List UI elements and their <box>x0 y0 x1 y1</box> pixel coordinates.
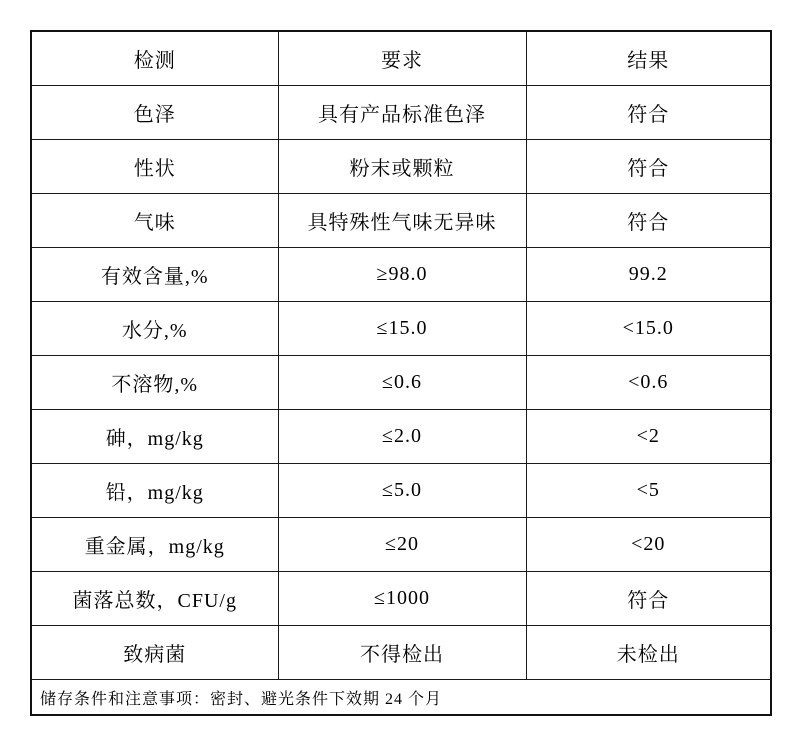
result-cell: <2 <box>526 410 771 464</box>
requirement-cell: ≤15.0 <box>278 302 526 356</box>
table-row <box>31 86 771 140</box>
result-cell: 符合 <box>526 140 771 194</box>
requirement-cell: ≥98.0 <box>278 248 526 302</box>
table-row <box>31 248 771 302</box>
requirement-cell: ≤2.0 <box>278 410 526 464</box>
requirement-cell: ≤0.6 <box>278 356 526 410</box>
header-row <box>31 31 771 86</box>
table-row <box>31 140 771 194</box>
test-name-cell: 色泽 <box>31 86 278 140</box>
requirement-cell: ≤1000 <box>278 572 526 626</box>
requirement-cell: ≤20 <box>278 518 526 572</box>
table-row <box>31 518 771 572</box>
table-row <box>31 302 771 356</box>
test-name-cell: 砷，mg/kg <box>31 410 278 464</box>
result-cell: <0.6 <box>526 356 771 410</box>
result-cell: 符合 <box>526 572 771 626</box>
requirement-cell: 不得检出 <box>278 626 526 680</box>
result-cell: 未检出 <box>526 626 771 680</box>
test-name-cell: 气味 <box>31 194 278 248</box>
result-cell: <20 <box>526 518 771 572</box>
column-header-requirement: 要求 <box>278 31 526 86</box>
test-name-cell: 铅，mg/kg <box>31 464 278 518</box>
table-row <box>31 572 771 626</box>
result-cell: 符合 <box>526 86 771 140</box>
result-cell: 符合 <box>526 194 771 248</box>
requirement-cell: 具特殊性气味无异味 <box>278 194 526 248</box>
column-header-result: 结果 <box>526 31 771 86</box>
table-row <box>31 356 771 410</box>
table-row <box>31 194 771 248</box>
requirement-cell: 具有产品标准色泽 <box>278 86 526 140</box>
column-header-test: 检测 <box>31 31 278 86</box>
table-row <box>31 626 771 680</box>
storage-note: 储存条件和注意事项：密封、避光条件下效期 24 个月 <box>31 680 771 716</box>
test-name-cell: 重金属，mg/kg <box>31 518 278 572</box>
test-name-cell: 性状 <box>31 140 278 194</box>
test-name-cell: 不溶物,% <box>31 356 278 410</box>
footer-row <box>31 680 771 716</box>
table-row <box>31 464 771 518</box>
requirement-cell: 粉末或颗粒 <box>278 140 526 194</box>
test-name-cell: 致病菌 <box>31 626 278 680</box>
result-cell: 99.2 <box>526 248 771 302</box>
table-row <box>31 410 771 464</box>
test-name-cell: 菌落总数，CFU/g <box>31 572 278 626</box>
test-name-cell: 水分,% <box>31 302 278 356</box>
test-name-cell: 有效含量,% <box>31 248 278 302</box>
requirement-cell: ≤5.0 <box>278 464 526 518</box>
result-cell: <15.0 <box>526 302 771 356</box>
result-cell: <5 <box>526 464 771 518</box>
inspection-table <box>30 30 772 716</box>
